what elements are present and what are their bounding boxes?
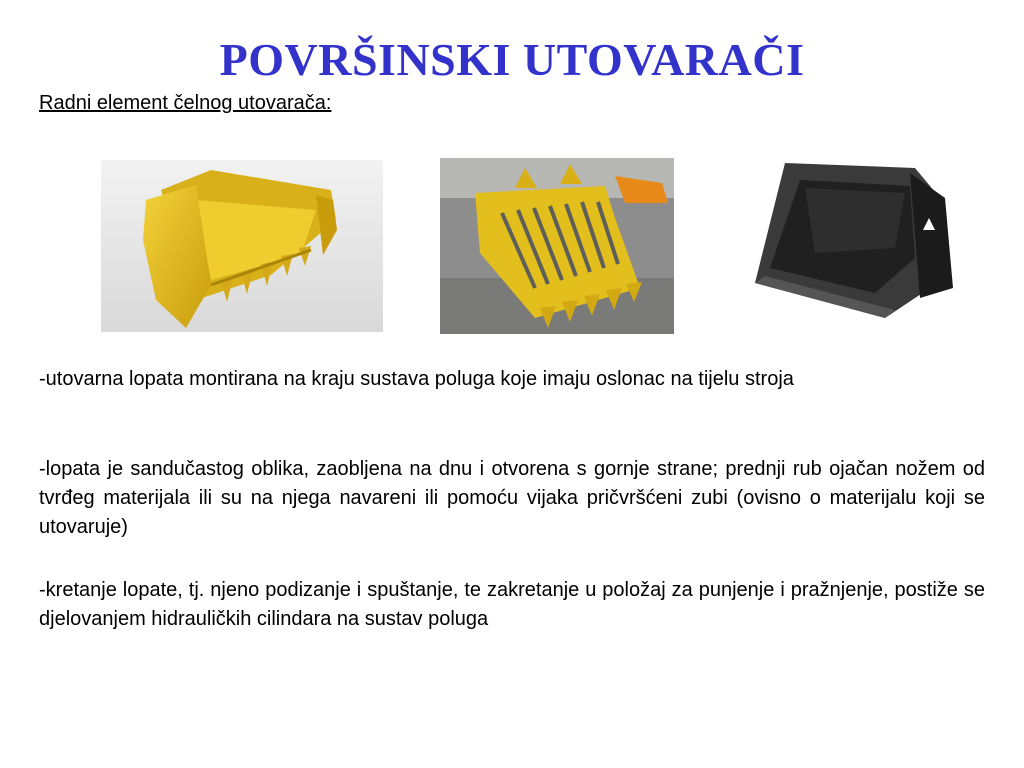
black-bucket-image xyxy=(745,158,957,324)
paragraph-1: -utovarna lopata montirana na kraju sustava poluga koje imaju oslonac na tijelu stroja xyxy=(39,368,794,390)
slide-subtitle: Radni element čelnog utovarača: xyxy=(39,92,332,114)
yellow-toothed-bucket-image xyxy=(101,160,383,332)
paragraph-2: -lopata je sandučastog oblika, zaobljena na dnu i otvorena s gornje strane; prednji rub ojačan nožem od tvrđeg materijala ili su na njega navareni ili pomoću vijaka pričvršćeni zubi (ovisno o materijalu koji se utovaruje) xyxy=(39,458,985,538)
yellow-skeleton-bucket-image xyxy=(440,158,674,334)
slide-title: POVRŠINSKI UTOVARAČI xyxy=(219,34,805,85)
paragraph-3: -kretanje lopate, tj. njeno podizanje i spuštanje, te zakretanje u položaj za punjenje i pražnjenje, postiže se djelovanjem hidrauličkih cilindara na sustav poluga xyxy=(39,579,985,630)
